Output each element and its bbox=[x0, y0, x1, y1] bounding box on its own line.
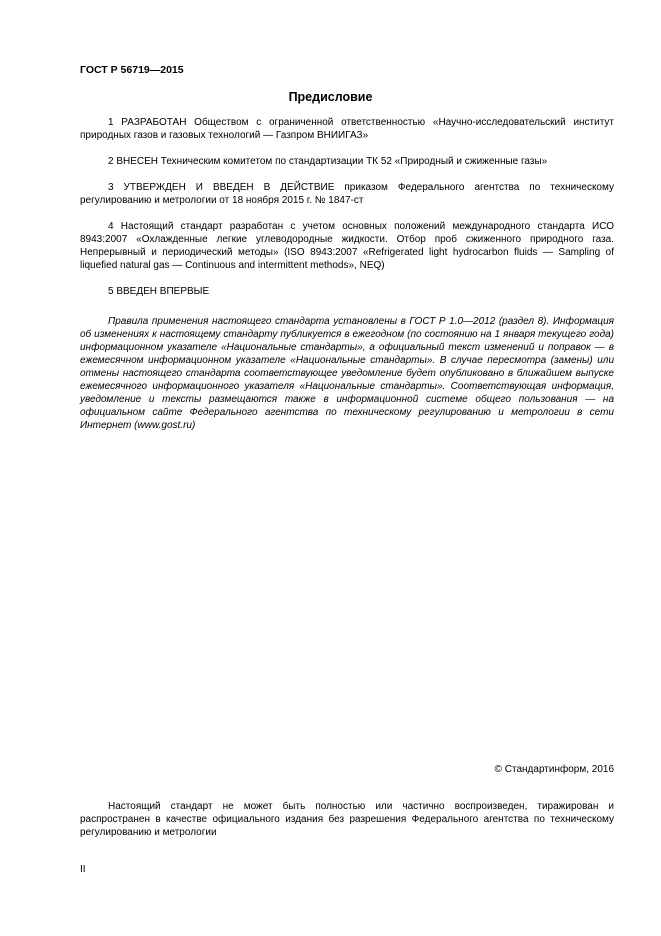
page-number: II bbox=[80, 864, 86, 875]
copyright: © Стандартинформ, 2016 bbox=[494, 764, 614, 775]
reproduction-notice: Настоящий стандарт не может быть полностью или частично воспроизведен, тиражирован и распространен в качестве официального издания без разрешения Федерального агентства по техническому регулированию и метрологии bbox=[80, 801, 614, 838]
foreword-item-2: 2 ВНЕСЕН Техническим комитетом по стандартизации ТК 52 «Природный и сжиженные газы» bbox=[108, 156, 548, 167]
foreword-item-1: 1 РАЗРАБОТАН Обществом с ограниченной ответственностью «Научно-исследовательский институт природных газов и газовых технологий — Газпром ВНИИГАЗ» bbox=[80, 117, 614, 141]
foreword-item-3: 3 УТВЕРЖДЕН И ВВЕДЕН В ДЕЙСТВИЕ приказом Федерального агентства по техническому регулированию и метрологии от 18 ноября 2015 г. № 1847-ст bbox=[80, 182, 614, 206]
foreword-item-5: 5 ВВЕДЕН ВПЕРВЫЕ bbox=[108, 286, 210, 297]
page-title: Предисловие bbox=[288, 90, 373, 104]
foreword-item-4: 4 Настоящий стандарт разработан с учетом основных положений международного стандарта ИСО 8943:2007 «Охлажденные легкие углеводородные жидкости. Отбор проб сжиженного природного газа. Непрерывный и периодический методы» (ISO 8943:2007 «Refrigerated light hydrocarbon fluids — Sampling of liquefied natural gas — Continuous and intermittent methods», NEQ) bbox=[80, 221, 614, 271]
document-code: ГОСТ Р 56719—2015 bbox=[80, 64, 184, 76]
rules-note: Правила применения настоящего стандарта установлены в ГОСТ Р 1.0—2012 (раздел 8). Информация об изменениях к настоящему стандарту публикуется в ежегодном (по состоянию на 1 января текущего года) информационном указателе «Национальные стандарты», а официальный текст изменений и поправок — в ежемесячном информационном указателе «Национальные стандарты». В случае пересмотра (замены) или отмены настоящего стандарта соответствующее уведомление будет опубликовано в ближайшем выпуске ежемесячного информационного указателя «Национальные стандарты». Соответствующая информация, уведомление и тексты размещаются также в информационной системе общего пользования — на официальном сайте Федерального агентства по техническому регулированию и метрологии в сети Интернет (www.gost.ru) bbox=[80, 316, 614, 431]
